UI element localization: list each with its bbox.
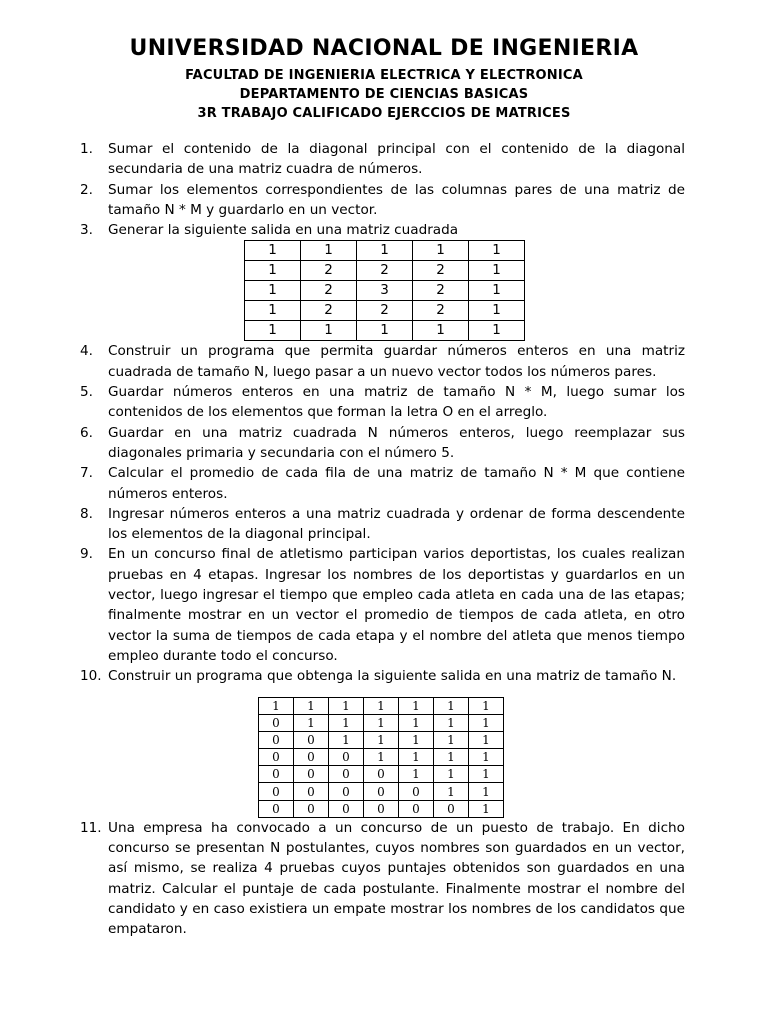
- matrix-cell: 1: [434, 714, 469, 731]
- matrix-cell: 1: [434, 731, 469, 748]
- matrix-cell: 1: [294, 697, 329, 714]
- exercise-number: 10.: [80, 668, 102, 685]
- matrix-row: [259, 714, 504, 731]
- matrix-cell: 1: [364, 714, 399, 731]
- matrix-cell: 0: [294, 800, 329, 817]
- matrix-cell: 0: [294, 731, 329, 748]
- matrix-cell: 0: [294, 749, 329, 766]
- exercise-text: Una empresa ha convocado a un concurso de un puesto de trabajo. En dicho concurso se presentan N postulantes, cuyos nombres son guardados en un vector, así mismo, se realiza 4 pruebas cuyos puntajes obtenidos son guardados en una matriz. Calcular el puntaje de cada postulante. Finalmente mostrar el nombre del candidato y en caso existiera un empate mostrar los nombres de los candidatos que empataron.: [108, 819, 685, 938]
- matrix-cell: 1: [469, 749, 504, 766]
- matrix-cell: 1: [399, 766, 434, 783]
- matrix-cell: 1: [399, 697, 434, 714]
- matrix-cell: 1: [357, 241, 413, 261]
- matrix-cell: 1: [259, 697, 294, 714]
- matrix-table-exercise-3: [244, 240, 525, 341]
- matrix-cell: 2: [357, 261, 413, 281]
- faculty-heading: FACULTAD DE INGENIERIA ELECTRICA Y ELECTRONICA: [185, 68, 583, 83]
- matrix-cell: 1: [469, 281, 525, 301]
- matrix-cell: 1: [364, 697, 399, 714]
- matrix-row: [245, 241, 525, 261]
- exercise-6: [80, 423, 685, 464]
- matrix-cell: 0: [294, 783, 329, 800]
- matrix-cell: 1: [469, 697, 504, 714]
- matrix-row: [259, 749, 504, 766]
- exercise-text: Construir un programa que obtenga la siguiente salida en una matriz de tamaño N.: [108, 668, 677, 685]
- matrix-cell: 1: [469, 321, 525, 341]
- matrix-cell: 2: [413, 261, 469, 281]
- matrix-cell: 0: [364, 766, 399, 783]
- matrix-cell: 2: [301, 301, 357, 321]
- exercise-number: 5.: [80, 384, 93, 401]
- matrix-cell: 1: [469, 241, 525, 261]
- matrix-cell: 1: [434, 783, 469, 800]
- matrix-row: [259, 766, 504, 783]
- exercise-4: [80, 341, 685, 382]
- matrix-cell: 0: [329, 749, 364, 766]
- matrix-cell: 0: [259, 749, 294, 766]
- exercise-number: 7.: [80, 465, 93, 482]
- exercise-number: 1.: [80, 141, 93, 157]
- exercise-2: [80, 180, 685, 221]
- matrix-cell: 1: [469, 301, 525, 321]
- matrix-cell: 0: [364, 783, 399, 800]
- matrix-cell: 1: [329, 731, 364, 748]
- exercise-9: [80, 544, 685, 666]
- matrix-row: [259, 783, 504, 800]
- matrix-cell: 0: [364, 800, 399, 817]
- matrix-cell: 1: [434, 697, 469, 714]
- matrix-cell: 3: [357, 281, 413, 301]
- exercise-3: [80, 220, 685, 240]
- exercise-text: Guardar en una matriz cuadrada N números enteros, luego reemplazar sus diagonales primaria y secundaria con el número 5.: [108, 424, 685, 461]
- matrix-cell: 0: [329, 783, 364, 800]
- exercise-5: [80, 382, 685, 423]
- matrix-cell: 1: [357, 321, 413, 341]
- matrix-cell: 0: [399, 783, 434, 800]
- matrix-row: [245, 321, 525, 341]
- document-title: UNIVERSIDAD NACIONAL DE INGENIERIA: [129, 36, 639, 61]
- matrix-cell: 2: [301, 281, 357, 301]
- matrix-cell: 0: [259, 731, 294, 748]
- exercise-number: 4.: [80, 343, 93, 360]
- matrix-cell: 1: [294, 714, 329, 731]
- exercise-text: Construir un programa que permita guardar números enteros en una matriz cuadrada de tamaño N, luego pasar a un nuevo vector todos los números pares.: [108, 343, 685, 380]
- matrix-cell: 2: [413, 281, 469, 301]
- exercise-text: Sumar los elementos correspondientes de las columnas pares de una matriz de tamaño N * M y guardarlo en un vector.: [108, 181, 685, 218]
- matrix-cell: 1: [329, 697, 364, 714]
- exercise-10: [80, 666, 685, 686]
- department-heading: DEPARTAMENTO DE CIENCIAS BASICAS: [239, 87, 529, 102]
- matrix-cell: 1: [469, 261, 525, 281]
- matrix-cell: 1: [399, 714, 434, 731]
- matrix-cell: 1: [469, 783, 504, 800]
- exercise-text: Sumar el contenido de la diagonal principal con el contenido de la diagonal secundaria de una matriz cuadra de números.: [108, 141, 685, 178]
- exercise-number: 11.: [80, 819, 102, 836]
- exercise-text: Guardar números enteros en una matriz de tamaño N * M, luego sumar los contenidos de los elementos que forman la letra O en el arreglo.: [108, 384, 685, 421]
- matrix-row: [259, 731, 504, 748]
- matrix-cell: 1: [245, 321, 301, 341]
- matrix-cell: 1: [399, 731, 434, 748]
- exercise-number: 2.: [80, 181, 93, 198]
- matrix-cell: 2: [301, 261, 357, 281]
- matrix-cell: 1: [301, 241, 357, 261]
- exercise-list: [80, 139, 685, 940]
- exercise-text: Generar la siguiente salida en una matriz cuadrada: [108, 222, 459, 239]
- exercise-number: 9.: [80, 546, 93, 563]
- matrix-cell: 1: [469, 766, 504, 783]
- matrix-cell: 0: [259, 714, 294, 731]
- matrix-cell: 1: [245, 241, 301, 261]
- exercise-1: [80, 139, 685, 180]
- exercise-11: [80, 818, 685, 940]
- matrix-cell: 0: [259, 800, 294, 817]
- matrix-cell: 1: [469, 800, 504, 817]
- matrix-cell: 1: [434, 749, 469, 766]
- matrix-cell: 1: [434, 766, 469, 783]
- matrix-cell: 1: [364, 731, 399, 748]
- matrix-cell: 2: [357, 301, 413, 321]
- exercise-7: [80, 463, 685, 504]
- matrix-cell: 1: [329, 714, 364, 731]
- matrix-cell: 2: [413, 301, 469, 321]
- exercise-text: En un concurso final de atletismo participan varios deportistas, los cuales realizan pruebas en 4 etapas. Ingresar los nombres de los deportistas y guardarlos en un vector, luego ingresar el tiempo que empleo cada atleta en cada una de las etapas; finalmente mostrar en un vector el promedio de tiempos de cada atleta, en otro vector la suma de tiempos de cada etapa y el nombre del atleta que menos tiempo empleo durante todo el concurso.: [108, 546, 685, 664]
- matrix-cell: 0: [294, 766, 329, 783]
- matrix-cell: 1: [245, 301, 301, 321]
- matrix-cell: 1: [399, 749, 434, 766]
- matrix-cell: 1: [469, 714, 504, 731]
- assignment-heading: 3R TRABAJO CALIFICADO EJERCCIOS DE MATRICES: [197, 106, 571, 121]
- matrix-cell: 1: [469, 731, 504, 748]
- matrix-row: [259, 800, 504, 817]
- matrix-cell: 0: [399, 800, 434, 817]
- matrix-cell: 0: [259, 766, 294, 783]
- exercise-number: 6.: [80, 424, 93, 441]
- exercise-text: Calcular el promedio de cada fila de una matriz de tamaño N * M que contiene números enteros.: [108, 465, 685, 502]
- matrix-cell: 1: [413, 241, 469, 261]
- matrix-cell: 1: [364, 749, 399, 766]
- matrix-cell: 0: [329, 766, 364, 783]
- matrix-cell: 1: [413, 321, 469, 341]
- matrix-cell: 0: [329, 800, 364, 817]
- matrix-cell: 0: [259, 783, 294, 800]
- exercise-number: 3.: [80, 222, 93, 239]
- matrix-row: [245, 261, 525, 281]
- exercise-number: 8.: [80, 505, 93, 522]
- matrix-table-exercise-10: [258, 697, 504, 818]
- matrix-cell: 1: [245, 281, 301, 301]
- matrix-cell: 1: [245, 261, 301, 281]
- exercise-text: Ingresar números enteros a una matriz cuadrada y ordenar de forma descendente los elementos de la diagonal principal.: [108, 505, 685, 543]
- exercise-8: [80, 504, 685, 545]
- matrix-cell: 1: [301, 321, 357, 341]
- matrix-row: [259, 697, 504, 714]
- matrix-row: [245, 281, 525, 301]
- matrix-cell: 0: [434, 800, 469, 817]
- matrix-row: [245, 301, 525, 321]
